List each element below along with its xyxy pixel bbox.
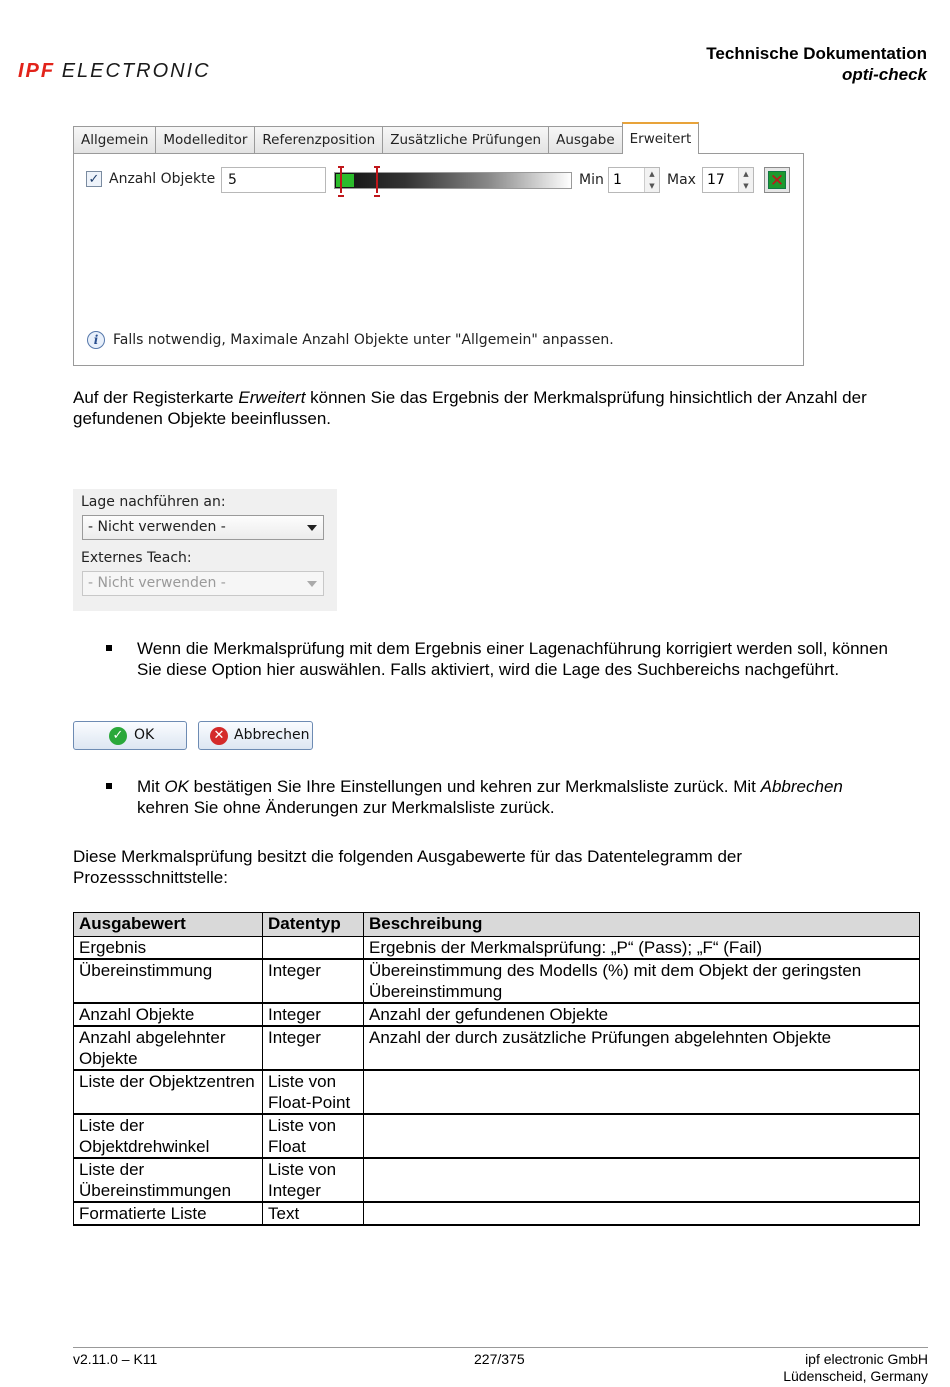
tab-modelleditor[interactable]: Modelleditor xyxy=(155,126,255,154)
document-subtitle: opti-check xyxy=(841,65,927,84)
table-cell xyxy=(364,1070,920,1114)
chevron-down-icon xyxy=(307,581,317,587)
footer-page-number: 227/375 xyxy=(474,1351,525,1367)
tab-allgemein[interactable]: Allgemein xyxy=(73,126,156,154)
para1-text-a: Auf der Registerkarte xyxy=(73,388,239,407)
externes-teach-label: Externes Teach: xyxy=(81,550,192,566)
table-cell: Anzahl der gefundenen Objekte xyxy=(364,1003,920,1026)
check-icon: ✓ xyxy=(109,727,127,745)
para1-text-c: gefundenen Objekte beeinflussen. xyxy=(73,409,332,428)
bullet2-emphasis-ok: OK xyxy=(164,777,189,796)
cancel-icon: ✕ xyxy=(210,727,228,745)
max-spin-arrows-icon[interactable]: ▲ ▼ xyxy=(738,168,753,192)
lage-nachfuehren-value: - Nicht verwenden - xyxy=(88,519,226,535)
table-row xyxy=(74,1026,920,1070)
company-logo xyxy=(18,60,211,83)
table-row xyxy=(74,1202,920,1225)
table-cell: Integer xyxy=(263,1026,364,1070)
bullet-marker xyxy=(106,783,112,789)
table-cell: Formatierte Liste xyxy=(74,1202,263,1225)
max-value: 17 xyxy=(707,172,725,188)
footer-divider xyxy=(73,1347,928,1348)
anzahl-objekte-value-field[interactable]: 5 xyxy=(221,167,326,193)
tab-zusaetzliche-pruefungen[interactable]: Zusätzliche Prüfungen xyxy=(382,126,549,154)
logo-electronic-text: ELECTRONIC xyxy=(61,60,211,82)
chevron-down-icon xyxy=(307,525,317,531)
para1-text-b: können Sie das Ergebnis der Merkmalsprüfung hinsichtlich der Anzahl der xyxy=(305,388,867,407)
min-spin-arrows-icon[interactable]: ▲ ▼ xyxy=(644,168,659,192)
para1-emphasis: Erweitert xyxy=(238,388,306,407)
logo-ipf-text: IPF xyxy=(18,60,56,82)
bullet1-line1: Wenn die Merkmalsprüfung mit dem Ergebnis einer Lagenachführung korrigiert werden soll, können xyxy=(137,639,888,658)
footer-location: Lüdenscheid, Germany xyxy=(783,1368,928,1384)
para2-line2: Prozessschnittstelle: xyxy=(73,868,228,887)
table-row xyxy=(74,1070,920,1114)
anzahl-objekte-checkbox[interactable]: ✓ xyxy=(86,171,102,187)
table-cell: Übereinstimmung xyxy=(74,959,263,1003)
table-cell: Liste der Objektdrehwinkel xyxy=(74,1114,263,1158)
min-spinbox[interactable] xyxy=(608,167,660,193)
table-cell: Anzahl Objekte xyxy=(74,1003,263,1026)
table-cell: Liste von Float-Point xyxy=(263,1070,364,1114)
table-cell: Liste von Integer xyxy=(263,1158,364,1202)
tab-erweitert[interactable]: Erweitert xyxy=(622,122,700,154)
externes-teach-value: - Nicht verwenden - xyxy=(88,575,226,591)
table-cell xyxy=(364,1114,920,1158)
table-cell xyxy=(364,1158,920,1202)
bullet-buttons-text xyxy=(137,776,937,818)
bullet2-line2: kehren Sie ohne Änderungen zur Merkmalsliste zurück. xyxy=(137,798,555,817)
table-cell: Liste von Float xyxy=(263,1114,364,1158)
tab-referenzposition[interactable]: Referenzposition xyxy=(254,126,383,154)
output-values-table xyxy=(73,912,920,1226)
tab-ausgabe[interactable]: Ausgabe xyxy=(548,126,623,154)
table-cell xyxy=(364,1202,920,1225)
footer-company xyxy=(783,1351,928,1385)
max-label: Max xyxy=(667,172,696,188)
lage-nachfuehren-label: Lage nachführen an: xyxy=(81,494,226,510)
footer-company-name: ipf electronic GmbH xyxy=(805,1351,928,1367)
table-cell: Ergebnis der Merkmalsprüfung: „P“ (Pass); „F“ (Fail) xyxy=(364,937,920,960)
erweitert-description xyxy=(73,387,933,429)
min-value: 1 xyxy=(613,172,622,188)
table-row xyxy=(74,1158,920,1202)
table-cell: Liste der Übereinstimmungen xyxy=(74,1158,263,1202)
lage-nachfuehren-select[interactable] xyxy=(82,515,324,540)
cancel-button[interactable] xyxy=(198,721,313,750)
header-datentyp: Datentyp xyxy=(263,913,364,937)
slider-max-handle[interactable] xyxy=(374,166,380,193)
table-row xyxy=(74,1003,920,1026)
delete-red-x-icon: ✕ xyxy=(769,171,785,190)
min-label: Min xyxy=(579,172,604,188)
table-cell: Anzahl abgelehnter Objekte xyxy=(74,1026,263,1070)
table-cell: Liste der Objektzentren xyxy=(74,1070,263,1114)
header-ausgabewert: Ausgabewert xyxy=(74,913,263,937)
disable-count-button[interactable] xyxy=(764,167,790,193)
ok-button-label: OK xyxy=(134,727,155,743)
slider-min-handle[interactable] xyxy=(338,166,344,193)
bullet-lage-text xyxy=(137,638,937,680)
externes-teach-select[interactable] xyxy=(82,571,324,596)
table-row xyxy=(74,959,920,1003)
bullet1-line2: Sie diese Option hier auswählen. Falls aktiviert, wird die Lage des Suchbereichs nachgeführt. xyxy=(137,660,840,679)
max-spinbox[interactable] xyxy=(702,167,754,193)
table-cell xyxy=(263,937,364,960)
table-header-row xyxy=(74,913,920,937)
settings-tabbar xyxy=(73,126,698,154)
info-hint-text: Falls notwendig, Maximale Anzahl Objekte unter "Allgemein" anpassen. xyxy=(113,332,614,348)
table-row xyxy=(74,937,920,960)
document-header xyxy=(706,43,927,85)
document-title: Technische Dokumentation xyxy=(706,44,927,63)
footer-version: v2.11.0 – K11 xyxy=(73,1351,158,1367)
ok-button[interactable] xyxy=(73,721,187,750)
bullet2-text-b: bestätigen Sie Ihre Einstellungen und kehren zur Merkmalsliste zurück. Mit xyxy=(188,777,761,796)
table-cell: Integer xyxy=(263,959,364,1003)
table-cell: Text xyxy=(263,1202,364,1225)
bullet-marker xyxy=(106,645,112,651)
table-cell: Ergebnis xyxy=(74,937,263,960)
anzahl-objekte-label: Anzahl Objekte xyxy=(109,171,216,187)
table-cell: Anzahl der durch zusätzliche Prüfungen abgelehnten Objekte xyxy=(364,1026,920,1070)
output-values-intro xyxy=(73,846,933,888)
table-cell: Integer xyxy=(263,1003,364,1026)
bullet2-emphasis-abbrechen: Abbrechen xyxy=(760,777,843,796)
table-cell: Übereinstimmung des Modells (%) mit dem Objekt der geringsten Übereinstimmung xyxy=(364,959,920,1003)
para2-line1: Diese Merkmalsprüfung besitzt die folgenden Ausgabewerte für das Datentelegramm der xyxy=(73,847,743,866)
table-row xyxy=(74,1114,920,1158)
info-icon: i xyxy=(87,331,105,349)
bullet2-text-a: Mit xyxy=(137,777,165,796)
anzahl-range-slider-track[interactable] xyxy=(334,172,572,189)
header-beschreibung: Beschreibung xyxy=(364,913,920,937)
cancel-button-label: Abbrechen xyxy=(234,727,310,743)
